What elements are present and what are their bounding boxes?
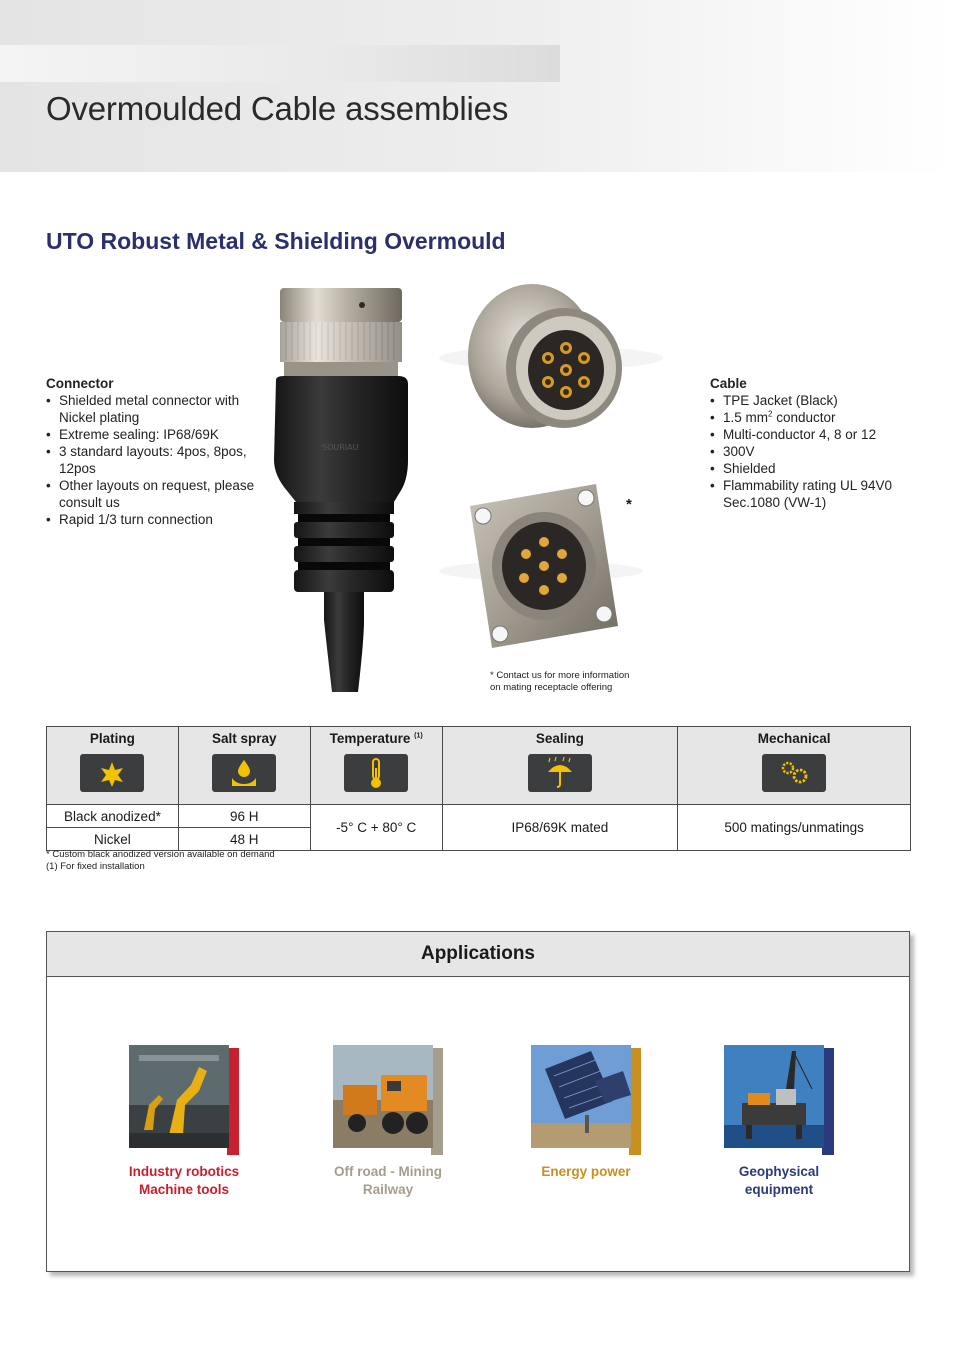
- table-note-2: (1) For fixed installation: [46, 861, 145, 872]
- header-stripe: [0, 45, 560, 82]
- header-temperature: Temperature $^{(1)}$: [310, 727, 442, 805]
- list-item: • 3 standard layouts: 4pos, 8pos, 12pos: [46, 443, 256, 477]
- header-mechanical: Mechanical: [678, 727, 911, 805]
- list-item: • Multi-conductor 4, 8 or 12: [710, 426, 930, 443]
- receptacle-asterisk: *: [626, 496, 632, 513]
- header-sealing: Sealing: [442, 727, 678, 805]
- cell-salt: 48 H: [178, 828, 310, 851]
- cable-heading: Cable: [710, 376, 747, 391]
- robotics-photo: [129, 1045, 239, 1155]
- header-plating: Plating: [47, 727, 179, 805]
- cable-specs: [710, 375, 930, 511]
- offshore-photo: [724, 1045, 834, 1155]
- application-energy-power: [506, 1045, 666, 1181]
- cable-brand-text: SOURIAU: [322, 443, 359, 452]
- cell-plating: Black anodized*: [47, 805, 179, 828]
- table-note-1: * Custom black anodized version available on demand: [46, 849, 275, 860]
- list-item: • Flammability rating UL 94V0 Sec.1080 (VW-1): [710, 477, 930, 511]
- list-item: • TPE Jacket (Black): [710, 392, 930, 409]
- mining-photo: [333, 1045, 443, 1155]
- list-item: • Shielded metal connector with Nickel plating: [46, 392, 256, 426]
- header-salt-spray: Salt spray: [178, 727, 310, 805]
- application-caption: Geophysical equipment: [738, 1164, 820, 1197]
- list-item: • Other layouts on request, please consult us: [46, 477, 256, 511]
- application-caption: Industry robotics Machine tools: [128, 1164, 240, 1197]
- application-industry-robotics: [104, 1045, 264, 1199]
- solar-photo: [531, 1045, 641, 1155]
- connector-heading: Connector: [46, 376, 114, 391]
- list-item: • 1.5 $mm^2$ conductor: [710, 409, 930, 426]
- cell-mechanical: 500 matings/unmatings: [678, 805, 911, 851]
- cell-plating: Nickel: [47, 828, 179, 851]
- list-item: • 300V: [710, 443, 930, 460]
- application-off-road: [308, 1045, 468, 1199]
- applications-title: Applications: [47, 932, 909, 977]
- cable-list: [710, 392, 930, 511]
- connector-list: [46, 392, 256, 528]
- gears-icon: [762, 754, 826, 792]
- table-row: [47, 805, 911, 828]
- cell-salt: 96 H: [178, 805, 310, 828]
- section-title: UTO Robust Metal & Shielding Overmould: [46, 228, 506, 254]
- circular-plug-image: [436, 278, 666, 450]
- list-item: • Rapid 1/3 turn connection: [46, 511, 256, 528]
- overmoulded-cable-image: [262, 280, 427, 700]
- list-item: • Shielded: [710, 460, 930, 477]
- applications-panel: [46, 931, 910, 1272]
- receptacle-image: [436, 476, 646, 666]
- application-caption: Off road - Mining Railway: [334, 1164, 442, 1197]
- list-item: • Extreme sealing: IP68/69K: [46, 426, 256, 443]
- thermometer-icon: [344, 754, 408, 792]
- application-caption: Energy power: [541, 1164, 631, 1179]
- star-icon: [80, 754, 144, 792]
- spec-table: [46, 726, 911, 851]
- cell-sealing: IP68/69K mated: [442, 805, 678, 851]
- cell-temperature: -5° C + 80° C: [310, 805, 442, 851]
- table-header-row: [47, 727, 911, 805]
- header-band: [0, 0, 954, 172]
- rain-umbrella-icon: [528, 754, 592, 792]
- connector-specs: [46, 375, 256, 528]
- receptacle-note: * Contact us for more information on mating receptacle offering: [490, 670, 630, 693]
- application-geophysical: [699, 1045, 859, 1199]
- page-title: Overmoulded Cable assemblies: [46, 90, 509, 127]
- salt-drop-icon: [212, 754, 276, 792]
